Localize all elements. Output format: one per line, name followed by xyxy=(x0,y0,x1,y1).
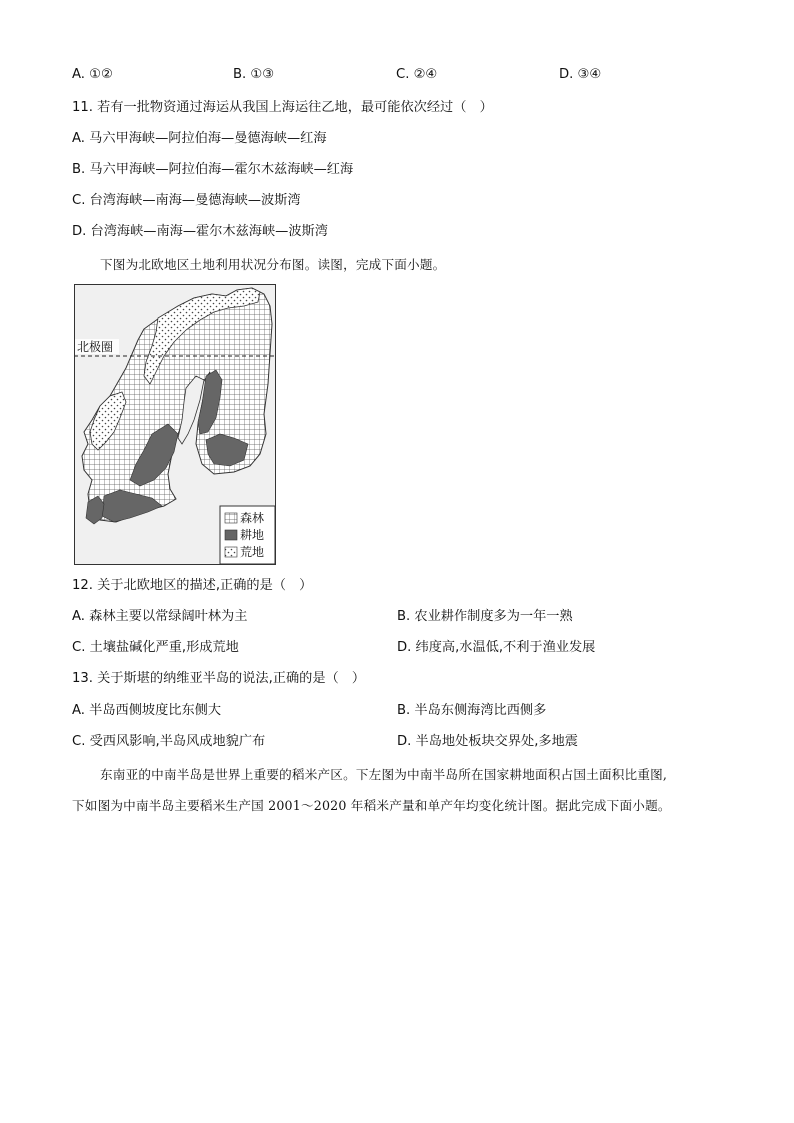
legend-wasteland-swatch xyxy=(225,547,237,557)
q11-option-a[interactable]: A. 马六甲海峡—阿拉伯海—曼德海峡—红海 xyxy=(72,131,327,146)
q12-option-d[interactable]: D. 纬度高,水温低,不利于渔业发展 xyxy=(397,640,596,655)
legend-forest-swatch xyxy=(225,513,237,523)
intro-indochina-line2: 下如图为中南半岛主要稻米生产国 2001～2020 年稻米产量和单产年均变化统计图。据此完成下面小题。 xyxy=(72,798,671,813)
q10-option-b[interactable]: B. ①③ xyxy=(233,67,275,82)
q11-option-d[interactable]: D. 台湾海峡—南海—霍尔木兹海峡—波斯湾 xyxy=(72,224,328,239)
q11-option-b[interactable]: B. 马六甲海峡—阿拉伯海—霍尔木兹海峡—红海 xyxy=(72,162,354,177)
q12-option-c[interactable]: C. 土壤盐碱化严重,形成荒地 xyxy=(72,640,239,655)
intro-indochina-line1: 东南亚的中南半岛是世界上重要的稻米产区。下左图为中南半岛所在国家耕地面积占国土面积比重图, xyxy=(100,767,668,782)
q13-option-c[interactable]: C. 受西风影响,半岛风成地貌广布 xyxy=(72,734,266,749)
legend-arable-label: 耕地 xyxy=(240,528,265,542)
q13-stem: 13. 关于斯堪的纳维亚半岛的说法,正确的是（ ） xyxy=(72,671,366,686)
q12-option-a[interactable]: A. 森林主要以常绿阔叶林为主 xyxy=(72,609,248,624)
q11-stem: 11. 若有一批物资通过海运从我国上海运往乙地，最可能依次经过（ ） xyxy=(72,100,493,115)
q13-option-b[interactable]: B. 半岛东侧海湾比西侧多 xyxy=(397,703,547,718)
q10-option-a[interactable]: A. ①② xyxy=(72,67,113,82)
arctic-circle-label: 北极圈 xyxy=(77,340,114,354)
q11-option-c[interactable]: C. 台湾海峡—南海—曼德海峡—波斯湾 xyxy=(72,193,301,208)
north-europe-land-use-map xyxy=(74,284,276,565)
q10-option-c[interactable]: C. ②④ xyxy=(396,67,438,82)
q12-stem: 12. 关于北欧地区的描述,正确的是（ ） xyxy=(72,578,313,593)
q12-options-row2 xyxy=(72,639,732,657)
q13-option-d[interactable]: D. 半岛地处板块交界处,多地震 xyxy=(397,734,578,749)
legend-wasteland-label: 荒地 xyxy=(240,545,265,559)
q13-option-a[interactable]: A. 半岛西侧坡度比东侧大 xyxy=(72,703,222,718)
q10-options xyxy=(72,66,732,84)
legend-arable-swatch xyxy=(225,530,237,540)
q13-options-row1 xyxy=(72,702,732,720)
q13-options-row2 xyxy=(72,733,732,751)
q12-option-b[interactable]: B. 农业耕作制度多为一年一熟 xyxy=(397,609,573,624)
q12-options-row1 xyxy=(72,608,732,626)
q10-option-d[interactable]: D. ③④ xyxy=(559,67,602,82)
legend-forest-label: 森林 xyxy=(240,511,265,525)
intro-north-europe: 下图为北欧地区土地利用状况分布图。读图，完成下面小题。 xyxy=(100,257,446,272)
map-svg xyxy=(74,284,276,565)
